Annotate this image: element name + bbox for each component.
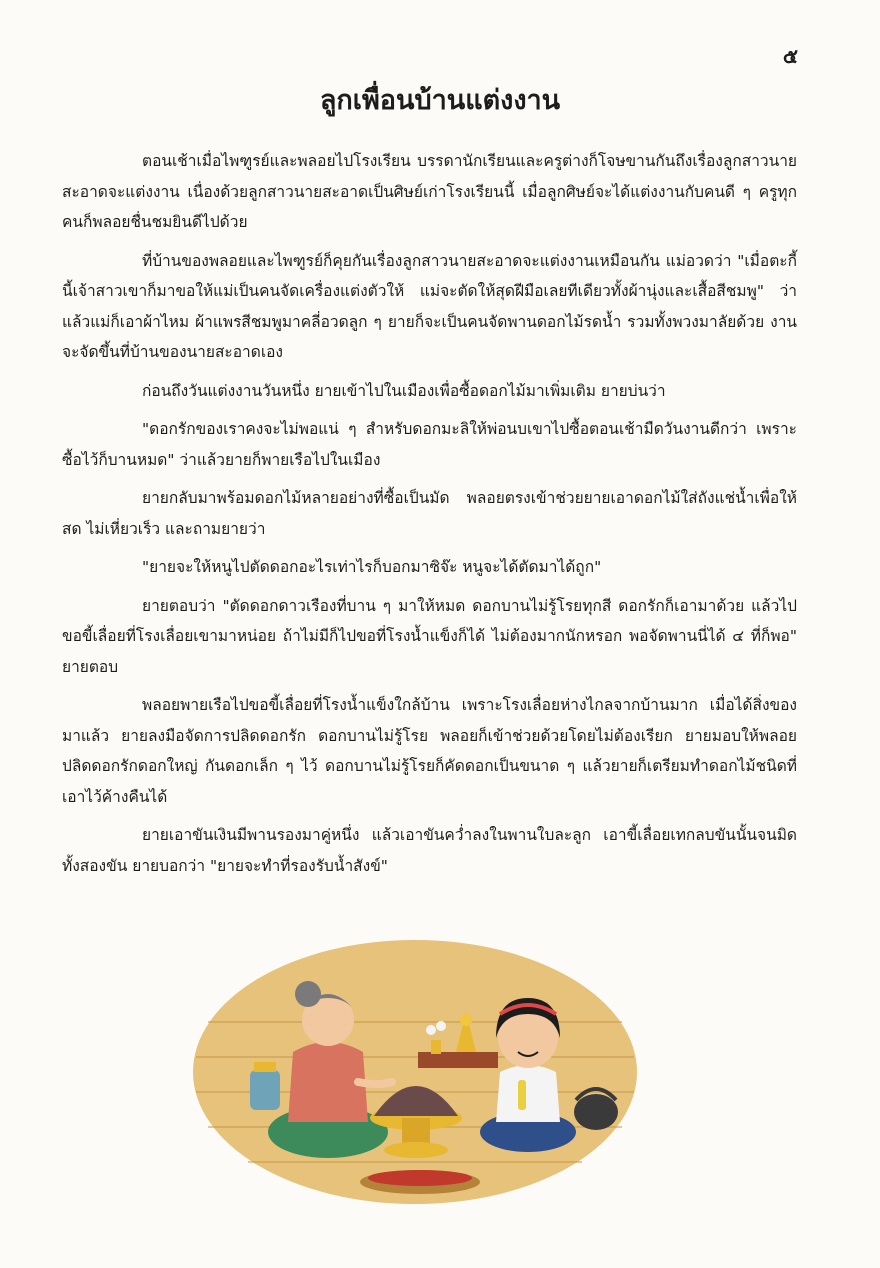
paragraph: พลอยพายเรือไปขอขี้เลื่อยที่โรงน้ำแข็งใกล้บ้าน เพราะโรงเลื่อยห่างไกลจากบ้านมาก เมื่อได้สิ่งของมาแล้ว ยายลงมือจัดการปลิดดอกรัก ดอกบานไม่รู้โรย พลอยก็เข้าช่วยด้วยโดยไม่ต้องเรียก ยายมอบให้พลอยปลิดดอกรักดอกใหญ่ กันดอกเล็ก ๆ ไว้ ดอกบานไม่รู้โรยก็คัดดอกเป็นขนาด ๆ แล้วยายก็เตรียมทำดอกไม้ชนิดที่เอาไว้ค้างคืนได้: [62, 696, 797, 806]
page-number: ๕: [782, 44, 798, 68]
kettle-icon: [574, 1089, 618, 1130]
paragraph: ยายตอบว่า "ตัดดอกดาวเรืองที่บาน ๆ มาให้หมด ดอกบานไม่รู้โรยทุกสี ดอกรักก็เอามาด้วย แล้วไปขอขี้เลื่อยที่โรงเลื่อยเขามาหน่อย ถ้าไม่มีก็ไปขอที่โรงน้ำแข็งก็ได้ ไม่ต้องมากนักหรอก พอจัดพานนี่ได้ ๔ ที่ก็พอ" ยายตอบ: [62, 596, 797, 676]
flower-vase-icon: [431, 1040, 441, 1054]
paragraph: ก่อนถึงวันแต่งงานวันหนึ่ง ยายเข้าไปในเมืองเพื่อซื้อดอกไม้มาเพิ่มเติม ยายบ่นว่า: [142, 381, 666, 400]
jar-icon: [250, 1070, 280, 1110]
paragraph: "ยายจะให้หนูไปตัดดอกอะไรเท่าไรก็บอกมาซิจ๊ะ หนูจะได้ตัดมาได้ถูก": [142, 558, 602, 576]
paragraph: ที่บ้านของพลอยและไพฑูรย์ก็คุยกันเรื่องลูกสาวนายสะอาดจะแต่งงานเหมือนกัน แม่อวดว่า "เมื่อตะกี้นี้เจ้าสาวเขาก็มาขอให้แม่เป็นคนจัดเครื่องแต่งตัวให้ แม่จะตัดให้สุดฝีมือเลยทีเดียวทั้งผ้านุ่งและเสื้อสีชมพู" ว่าแล้วแม่ก็เอาผ้าไหม ผ้าแพรสีชมพูมาคลี่อวดลูก ๆ ยายก็จะเป็นคนจัดพานดอกไม้รดน้ำ รวมทั้งพวงมาลัยด้วย งานจะจัดขึ้นที่บ้านของนายสะอาดเอง: [62, 251, 797, 361]
paragraph: "ดอกรักของเราคงจะไม่พอแน่ ๆ สำหรับดอกมะลิให้พ่อนบเขาไปซื้อตอนเช้ามืดวันงานดีกว่า เพราะซื้อไว้ก็บานหมด" ว่าแล้วยายก็พายเรือไปในเมือง: [62, 420, 797, 469]
paragraph: ยายกลับมาพร้อมดอกไม้หลายอย่างที่ซื้อเป็นมัด พลอยตรงเข้าช่วยยายเอาดอกไม้ใส่ถังแช่น้ำเพื่อให้สด ไม่เหี่ยวเร็ว และถามยายว่า: [62, 489, 797, 538]
page-title: ลูกเพื่อนบ้านแต่งงาน: [319, 85, 561, 116]
altar-shelf: [418, 1052, 498, 1068]
story-text: [62, 146, 797, 889]
paragraph: ยายเอาขันเงินมีพานรองมาคู่หนึ่ง แล้วเอาขันคว่ำลงในพานใบละลูก เอาขี้เลื่อยเทกลบขันนั้นจนมิดทั้งสองขัน ยายบอกว่า "ยายจะทำที่รองรับน้ำสังข์": [62, 826, 797, 875]
paragraph: ตอนเช้าเมื่อไพฑูรย์และพลอยไปโรงเรียน บรรดานักเรียนและครูต่างก็โจษขานกันถึงเรื่องลูกสาวนายสะอาดจะแต่งงาน เนื่องด้วยลูกสาวนายสะอาดเป็นศิษย์เก่าโรงเรียนนี้ เมื่อลูกศิษย์จะได้แต่งงานกับคนดี ๆ ครูทุกคนก็พลอยชื่นชมยินดีไปด้วย: [62, 152, 797, 231]
illustration-grandma-and-girl: [188, 912, 642, 1212]
